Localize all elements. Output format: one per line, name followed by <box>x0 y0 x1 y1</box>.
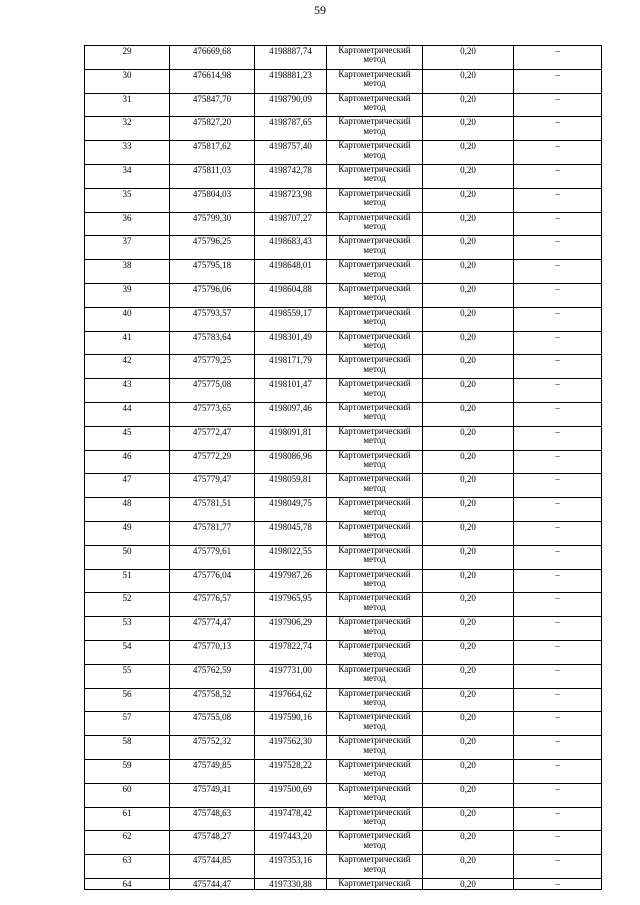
accuracy-cell: 0,20 <box>423 117 514 141</box>
note-cell: – <box>514 569 602 593</box>
method-cell: Картометрический метод <box>327 212 423 236</box>
method-cell: Картометрический метод <box>327 117 423 141</box>
table-row <box>85 379 602 403</box>
y-coordinate-cell: 4197822,74 <box>255 640 327 664</box>
note-cell: – <box>514 93 602 117</box>
y-coordinate-cell: 4198559,17 <box>255 307 327 331</box>
note-cell: – <box>514 141 602 165</box>
note-cell: – <box>514 212 602 236</box>
method-cell: Картометрический метод <box>327 688 423 712</box>
x-coordinate-cell: 475748,63 <box>170 807 255 831</box>
accuracy-cell: 0,20 <box>423 593 514 617</box>
table-row <box>85 307 602 331</box>
accuracy-cell: 0,20 <box>423 831 514 855</box>
y-coordinate-cell: 4198723,98 <box>255 188 327 212</box>
table-row <box>85 783 602 807</box>
table-row <box>85 260 602 284</box>
table-row <box>85 664 602 688</box>
point-number-cell: 34 <box>85 164 170 188</box>
accuracy-cell: 0,20 <box>423 807 514 831</box>
point-number-cell: 43 <box>85 379 170 403</box>
y-coordinate-cell: 4198604,88 <box>255 283 327 307</box>
note-cell: – <box>514 498 602 522</box>
note-cell: – <box>514 236 602 260</box>
method-cell: Картометрический метод <box>327 474 423 498</box>
accuracy-cell: 0,20 <box>423 617 514 641</box>
y-coordinate-cell: 4198683,43 <box>255 236 327 260</box>
table-row <box>85 474 602 498</box>
accuracy-cell: 0,20 <box>423 260 514 284</box>
note-cell: – <box>514 855 602 879</box>
accuracy-cell: 0,20 <box>423 69 514 93</box>
y-coordinate-cell: 4198757,40 <box>255 141 327 165</box>
note-cell: – <box>514 46 602 70</box>
x-coordinate-cell: 475796,25 <box>170 236 255 260</box>
note-cell: – <box>514 450 602 474</box>
method-cell: Картометрический метод <box>327 355 423 379</box>
table-row <box>85 355 602 379</box>
y-coordinate-cell: 4198887,74 <box>255 46 327 70</box>
y-coordinate-cell: 4197731,00 <box>255 664 327 688</box>
note-cell: – <box>514 474 602 498</box>
method-cell: Картометрический метод <box>327 69 423 93</box>
note-cell: – <box>514 283 602 307</box>
x-coordinate-cell: 475781,77 <box>170 521 255 545</box>
table-row <box>85 545 602 569</box>
x-coordinate-cell: 475744,85 <box>170 855 255 879</box>
table-row <box>85 855 602 879</box>
y-coordinate-cell: 4198881,23 <box>255 69 327 93</box>
table-row <box>85 164 602 188</box>
table-row <box>85 331 602 355</box>
method-cell: Картометрический метод <box>327 46 423 70</box>
method-cell: Картометрический метод <box>327 640 423 664</box>
method-cell: Картометрический метод <box>327 188 423 212</box>
table-row <box>85 212 602 236</box>
x-coordinate-cell: 475779,25 <box>170 355 255 379</box>
point-number-cell: 61 <box>85 807 170 831</box>
point-number-cell: 44 <box>85 402 170 426</box>
method-cell: Картометрический метод <box>327 141 423 165</box>
y-coordinate-cell: 4197664,62 <box>255 688 327 712</box>
x-coordinate-cell: 475770,13 <box>170 640 255 664</box>
accuracy-cell: 0,20 <box>423 426 514 450</box>
point-number-cell: 41 <box>85 331 170 355</box>
x-coordinate-cell: 475744,47 <box>170 878 255 889</box>
note-cell: – <box>514 617 602 641</box>
note-cell: – <box>514 688 602 712</box>
y-coordinate-cell: 4197528,22 <box>255 759 327 783</box>
accuracy-cell: 0,20 <box>423 379 514 403</box>
method-cell: Картометрический метод <box>327 283 423 307</box>
method-cell: Картометрический метод <box>327 759 423 783</box>
method-cell: Картометрический метод <box>327 712 423 736</box>
table-row <box>85 46 602 70</box>
y-coordinate-cell: 4198707,27 <box>255 212 327 236</box>
method-cell: Картометрический метод <box>327 569 423 593</box>
table-row <box>85 283 602 307</box>
method-cell: Картометрический метод <box>327 379 423 403</box>
point-number-cell: 60 <box>85 783 170 807</box>
table-row <box>85 402 602 426</box>
method-cell: Картометрический метод <box>327 736 423 760</box>
x-coordinate-cell: 475774,47 <box>170 617 255 641</box>
method-cell: Картометрический метод <box>327 783 423 807</box>
method-cell: Картометрический метод <box>327 664 423 688</box>
y-coordinate-cell: 4197965,95 <box>255 593 327 617</box>
table-row <box>85 93 602 117</box>
accuracy-cell: 0,20 <box>423 878 514 889</box>
accuracy-cell: 0,20 <box>423 855 514 879</box>
y-coordinate-cell: 4197906,29 <box>255 617 327 641</box>
point-number-cell: 29 <box>85 46 170 70</box>
point-number-cell: 37 <box>85 236 170 260</box>
x-coordinate-cell: 475779,47 <box>170 474 255 498</box>
y-coordinate-cell: 4198049,75 <box>255 498 327 522</box>
table-row <box>85 498 602 522</box>
y-coordinate-cell: 4197443,20 <box>255 831 327 855</box>
accuracy-cell: 0,20 <box>423 283 514 307</box>
x-coordinate-cell: 476669,68 <box>170 46 255 70</box>
point-number-cell: 49 <box>85 521 170 545</box>
point-number-cell: 40 <box>85 307 170 331</box>
point-number-cell: 42 <box>85 355 170 379</box>
accuracy-cell: 0,20 <box>423 640 514 664</box>
x-coordinate-cell: 475827,20 <box>170 117 255 141</box>
table-row <box>85 712 602 736</box>
accuracy-cell: 0,20 <box>423 759 514 783</box>
y-coordinate-cell: 4198787,65 <box>255 117 327 141</box>
accuracy-cell: 0,20 <box>423 402 514 426</box>
table-row <box>85 617 602 641</box>
x-coordinate-cell: 475776,04 <box>170 569 255 593</box>
note-cell: – <box>514 260 602 284</box>
method-cell: Картометрический метод <box>327 545 423 569</box>
method-cell: Картометрический метод <box>327 331 423 355</box>
y-coordinate-cell: 4198101,47 <box>255 379 327 403</box>
table-row <box>85 521 602 545</box>
point-number-cell: 33 <box>85 141 170 165</box>
note-cell: – <box>514 831 602 855</box>
method-cell: Картометрический метод <box>327 807 423 831</box>
x-coordinate-cell: 475749,41 <box>170 783 255 807</box>
point-number-cell: 63 <box>85 855 170 879</box>
accuracy-cell: 0,20 <box>423 46 514 70</box>
table-row <box>85 69 602 93</box>
point-number-cell: 38 <box>85 260 170 284</box>
table-row <box>85 188 602 212</box>
x-coordinate-cell: 475811,03 <box>170 164 255 188</box>
y-coordinate-cell: 4198059,81 <box>255 474 327 498</box>
table-row <box>85 640 602 664</box>
method-cell: Картометрический метод <box>327 617 423 641</box>
note-cell: – <box>514 807 602 831</box>
point-number-cell: 48 <box>85 498 170 522</box>
accuracy-cell: 0,20 <box>423 569 514 593</box>
table-row <box>85 688 602 712</box>
accuracy-cell: 0,20 <box>423 450 514 474</box>
point-number-cell: 47 <box>85 474 170 498</box>
note-cell: – <box>514 355 602 379</box>
accuracy-cell: 0,20 <box>423 93 514 117</box>
point-number-cell: 62 <box>85 831 170 855</box>
accuracy-cell: 0,20 <box>423 521 514 545</box>
point-number-cell: 54 <box>85 640 170 664</box>
x-coordinate-cell: 475749,85 <box>170 759 255 783</box>
x-coordinate-cell: 475793,57 <box>170 307 255 331</box>
y-coordinate-cell: 4198790,09 <box>255 93 327 117</box>
x-coordinate-cell: 476614,98 <box>170 69 255 93</box>
table-row <box>85 831 602 855</box>
accuracy-cell: 0,20 <box>423 212 514 236</box>
method-cell: Картометрический метод <box>327 93 423 117</box>
note-cell: – <box>514 426 602 450</box>
table-row <box>85 117 602 141</box>
method-cell: Картометрический метод <box>327 260 423 284</box>
point-number-cell: 39 <box>85 283 170 307</box>
y-coordinate-cell: 4198648,01 <box>255 260 327 284</box>
point-number-cell: 53 <box>85 617 170 641</box>
y-coordinate-cell: 4198091,81 <box>255 426 327 450</box>
accuracy-cell: 0,20 <box>423 498 514 522</box>
table-row <box>85 759 602 783</box>
coordinates-table <box>84 45 602 890</box>
y-coordinate-cell: 4197987,26 <box>255 569 327 593</box>
note-cell: – <box>514 664 602 688</box>
y-coordinate-cell: 4198742,78 <box>255 164 327 188</box>
x-coordinate-cell: 475799,30 <box>170 212 255 236</box>
table-row <box>85 878 602 889</box>
point-number-cell: 52 <box>85 593 170 617</box>
table-row <box>85 236 602 260</box>
point-number-cell: 31 <box>85 93 170 117</box>
point-number-cell: 59 <box>85 759 170 783</box>
method-cell: Картометрический метод <box>327 521 423 545</box>
accuracy-cell: 0,20 <box>423 545 514 569</box>
table-row <box>85 141 602 165</box>
x-coordinate-cell: 475795,18 <box>170 260 255 284</box>
note-cell: – <box>514 379 602 403</box>
y-coordinate-cell: 4197590,16 <box>255 712 327 736</box>
method-cell: Картометрический метод <box>327 450 423 474</box>
point-number-cell: 32 <box>85 117 170 141</box>
x-coordinate-cell: 475775,08 <box>170 379 255 403</box>
table-row <box>85 807 602 831</box>
note-cell: – <box>514 117 602 141</box>
y-coordinate-cell: 4198022,55 <box>255 545 327 569</box>
x-coordinate-cell: 475755,08 <box>170 712 255 736</box>
method-cell: Картометрический метод <box>327 855 423 879</box>
y-coordinate-cell: 4197500,69 <box>255 783 327 807</box>
accuracy-cell: 0,20 <box>423 331 514 355</box>
table-row <box>85 569 602 593</box>
point-number-cell: 45 <box>85 426 170 450</box>
point-number-cell: 57 <box>85 712 170 736</box>
x-coordinate-cell: 475762,59 <box>170 664 255 688</box>
y-coordinate-cell: 4197562,30 <box>255 736 327 760</box>
table-row <box>85 593 602 617</box>
x-coordinate-cell: 475748,27 <box>170 831 255 855</box>
x-coordinate-cell: 475758,52 <box>170 688 255 712</box>
point-number-cell: 30 <box>85 69 170 93</box>
note-cell: – <box>514 593 602 617</box>
method-cell: Картометрический метод <box>327 498 423 522</box>
method-cell: Картометрический метод <box>327 426 423 450</box>
table-row <box>85 736 602 760</box>
x-coordinate-cell: 475772,29 <box>170 450 255 474</box>
accuracy-cell: 0,20 <box>423 474 514 498</box>
accuracy-cell: 0,20 <box>423 712 514 736</box>
point-number-cell: 36 <box>85 212 170 236</box>
note-cell: – <box>514 521 602 545</box>
x-coordinate-cell: 475779,61 <box>170 545 255 569</box>
x-coordinate-cell: 475773,65 <box>170 402 255 426</box>
method-cell: Картометрический метод <box>327 402 423 426</box>
coordinates-table-body <box>85 46 602 890</box>
y-coordinate-cell: 4198097,46 <box>255 402 327 426</box>
point-number-cell: 51 <box>85 569 170 593</box>
accuracy-cell: 0,20 <box>423 736 514 760</box>
table-row <box>85 450 602 474</box>
accuracy-cell: 0,20 <box>423 783 514 807</box>
note-cell: – <box>514 783 602 807</box>
accuracy-cell: 0,20 <box>423 188 514 212</box>
y-coordinate-cell: 4198086,96 <box>255 450 327 474</box>
note-cell: – <box>514 640 602 664</box>
y-coordinate-cell: 4198045,78 <box>255 521 327 545</box>
point-number-cell: 50 <box>85 545 170 569</box>
x-coordinate-cell: 475804,03 <box>170 188 255 212</box>
point-number-cell: 55 <box>85 664 170 688</box>
y-coordinate-cell: 4197330,88 <box>255 878 327 889</box>
page-number: 59 <box>314 3 326 17</box>
method-cell: Картометрический метод <box>327 307 423 331</box>
x-coordinate-cell: 475847,70 <box>170 93 255 117</box>
accuracy-cell: 0,20 <box>423 141 514 165</box>
method-cell: Картометрический метод <box>327 164 423 188</box>
x-coordinate-cell: 475781,51 <box>170 498 255 522</box>
method-cell: Картометрический <box>327 878 423 889</box>
note-cell: – <box>514 69 602 93</box>
y-coordinate-cell: 4198301,49 <box>255 331 327 355</box>
accuracy-cell: 0,20 <box>423 307 514 331</box>
point-number-cell: 35 <box>85 188 170 212</box>
y-coordinate-cell: 4197353,16 <box>255 855 327 879</box>
x-coordinate-cell: 475817,62 <box>170 141 255 165</box>
note-cell: – <box>514 307 602 331</box>
note-cell: – <box>514 188 602 212</box>
x-coordinate-cell: 475796,06 <box>170 283 255 307</box>
accuracy-cell: 0,20 <box>423 236 514 260</box>
note-cell: – <box>514 878 602 889</box>
point-number-cell: 58 <box>85 736 170 760</box>
accuracy-cell: 0,20 <box>423 355 514 379</box>
note-cell: – <box>514 331 602 355</box>
y-coordinate-cell: 4197478,42 <box>255 807 327 831</box>
note-cell: – <box>514 545 602 569</box>
point-number-cell: 46 <box>85 450 170 474</box>
point-number-cell: 64 <box>85 878 170 889</box>
note-cell: – <box>514 402 602 426</box>
note-cell: – <box>514 736 602 760</box>
accuracy-cell: 0,20 <box>423 164 514 188</box>
y-coordinate-cell: 4198171,79 <box>255 355 327 379</box>
method-cell: Картометрический метод <box>327 831 423 855</box>
method-cell: Картометрический метод <box>327 593 423 617</box>
accuracy-cell: 0,20 <box>423 664 514 688</box>
note-cell: – <box>514 164 602 188</box>
x-coordinate-cell: 475772,47 <box>170 426 255 450</box>
x-coordinate-cell: 475776,57 <box>170 593 255 617</box>
accuracy-cell: 0,20 <box>423 688 514 712</box>
table-row <box>85 426 602 450</box>
note-cell: – <box>514 759 602 783</box>
x-coordinate-cell: 475752,32 <box>170 736 255 760</box>
method-cell: Картометрический метод <box>327 236 423 260</box>
note-cell: – <box>514 712 602 736</box>
point-number-cell: 56 <box>85 688 170 712</box>
x-coordinate-cell: 475783,64 <box>170 331 255 355</box>
